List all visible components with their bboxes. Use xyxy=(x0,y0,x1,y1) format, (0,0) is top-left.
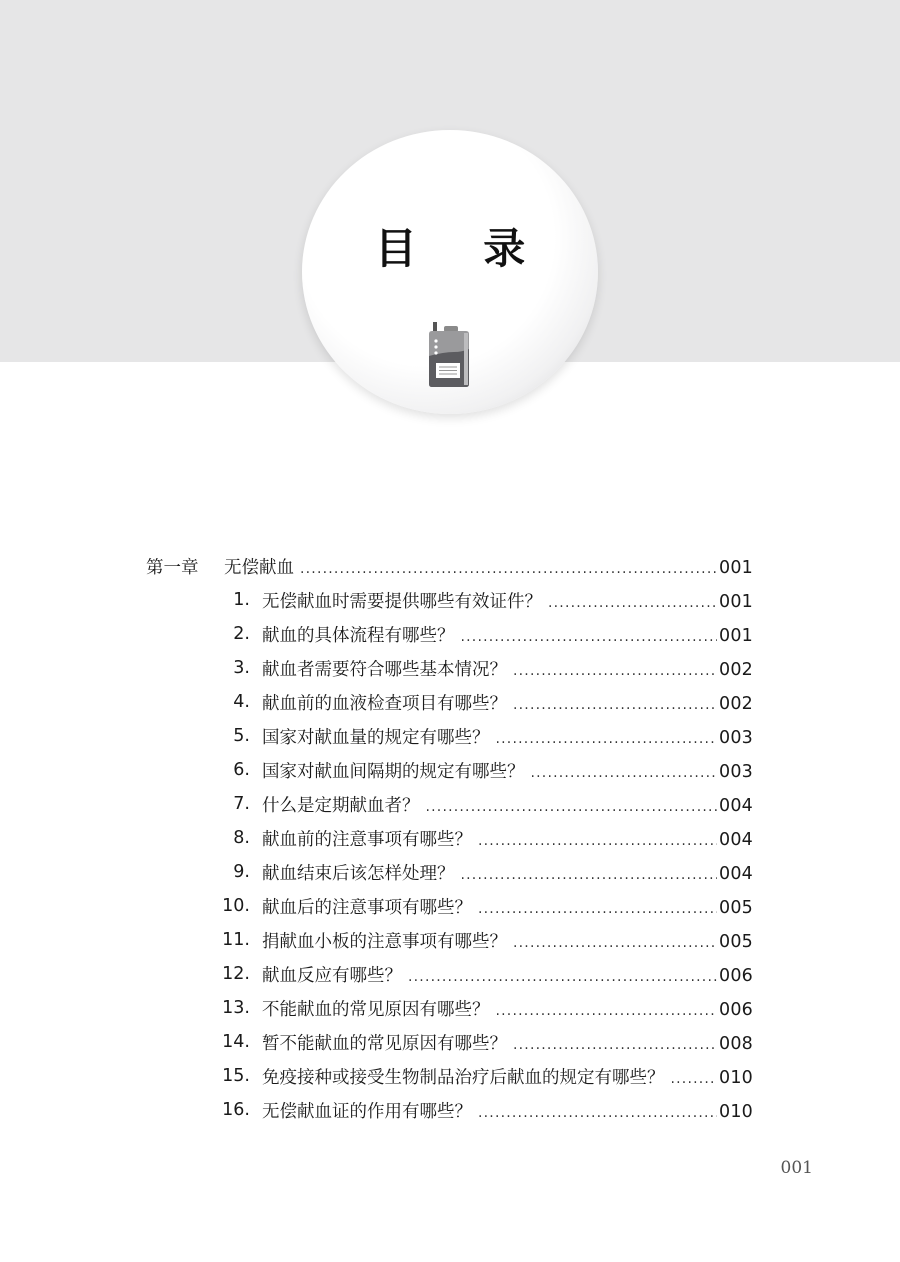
dot-leader xyxy=(531,765,717,781)
entry-title: 献血反应有哪些？ xyxy=(262,965,402,986)
toc-entry[interactable] xyxy=(0,821,900,855)
dot-leader xyxy=(513,1037,717,1053)
entry-number: 4. xyxy=(233,692,250,712)
entry-page: 003 xyxy=(718,727,753,748)
dot-leader xyxy=(496,1003,717,1019)
toc-entry[interactable] xyxy=(0,753,900,787)
toc-entry[interactable] xyxy=(0,685,900,719)
toc-entry[interactable] xyxy=(0,1059,900,1093)
toc-entry[interactable] xyxy=(0,583,900,617)
entry-title: 国家对献血间隔期的规定有哪些？ xyxy=(262,761,525,782)
entry-number: 13. xyxy=(222,998,250,1018)
entry-page: 004 xyxy=(718,863,753,884)
toc-entry[interactable] xyxy=(0,991,900,1025)
entry-page: 001 xyxy=(718,557,753,578)
toc-entry[interactable] xyxy=(0,651,900,685)
entry-page: 003 xyxy=(718,761,753,782)
entry-title: 免疫接种或接受生物制品治疗后献血的规定有哪些？ xyxy=(262,1067,665,1088)
entry-number: 10. xyxy=(222,896,250,916)
entry-title: 国家对献血量的规定有哪些？ xyxy=(262,727,490,748)
entry-title: 捐献血小板的注意事项有哪些？ xyxy=(262,931,507,952)
entry-page: 005 xyxy=(718,931,753,952)
toc-entry[interactable] xyxy=(0,855,900,889)
dot-leader xyxy=(548,595,717,611)
entry-page: 001 xyxy=(718,625,753,646)
entry-number: 3. xyxy=(233,658,250,678)
dot-leader xyxy=(426,799,717,815)
entry-title: 暂不能献血的常见原因有哪些？ xyxy=(262,1033,507,1054)
entry-page: 002 xyxy=(718,693,753,714)
entry-title: 不能献血的常见原因有哪些？ xyxy=(262,999,490,1020)
toc-entry[interactable] xyxy=(0,1093,900,1127)
entry-number: 12. xyxy=(222,964,250,984)
dot-leader xyxy=(408,969,717,985)
toc-entry[interactable] xyxy=(0,1025,900,1059)
entry-title: 无偿献血时需要提供哪些有效证件？ xyxy=(262,591,542,612)
entry-title: 献血后的注意事项有哪些？ xyxy=(262,897,472,918)
entry-number: 11. xyxy=(222,930,250,950)
entry-title: 献血前的注意事项有哪些？ xyxy=(262,829,472,850)
chapter-title: 无偿献血 xyxy=(224,557,294,578)
dot-leader xyxy=(496,731,717,747)
entry-number: 5. xyxy=(233,726,250,746)
dot-leader xyxy=(513,935,717,951)
toc-entry[interactable] xyxy=(0,617,900,651)
entry-title: 献血者需要符合哪些基本情况？ xyxy=(262,659,507,680)
entry-number: 15. xyxy=(222,1066,250,1086)
entry-page: 010 xyxy=(718,1067,753,1088)
entry-page: 006 xyxy=(718,965,753,986)
entry-number: 16. xyxy=(222,1100,250,1120)
entry-page: 008 xyxy=(718,1033,753,1054)
dot-leader xyxy=(671,1071,717,1087)
blood-bag-icon xyxy=(424,322,474,388)
entry-number: 2. xyxy=(233,624,250,644)
toc-entry[interactable] xyxy=(0,957,900,991)
entry-title: 献血的具体流程有哪些？ xyxy=(262,625,455,646)
toc-entry[interactable] xyxy=(0,923,900,957)
dot-leader xyxy=(478,1105,717,1121)
toc-entry[interactable] xyxy=(0,719,900,753)
entry-number: 14. xyxy=(222,1032,250,1052)
entry-page: 010 xyxy=(718,1101,753,1122)
entry-number: 1. xyxy=(233,590,250,610)
entry-page: 004 xyxy=(718,829,753,850)
dot-leader xyxy=(461,867,717,883)
entry-page: 001 xyxy=(718,591,753,612)
entry-number: 6. xyxy=(233,760,250,780)
entry-number: 7. xyxy=(233,794,250,814)
entry-number: 9. xyxy=(233,862,250,882)
entry-number: 8. xyxy=(233,828,250,848)
page-number: 001 xyxy=(780,1158,813,1178)
page-title: 目 录 xyxy=(374,224,552,273)
entry-page: 006 xyxy=(718,999,753,1020)
toc-entry[interactable] xyxy=(0,889,900,923)
entry-page: 004 xyxy=(718,795,753,816)
chapter-label: 第一章 xyxy=(146,557,199,578)
entry-title: 献血前的血液检查项目有哪些？ xyxy=(262,693,507,714)
entry-title: 什么是定期献血者？ xyxy=(262,795,420,816)
entry-title: 献血结束后该怎样处理？ xyxy=(262,863,455,884)
dot-leader xyxy=(461,629,717,645)
dot-leader xyxy=(300,561,717,577)
dot-leader xyxy=(478,901,717,917)
dot-leader xyxy=(513,697,717,713)
entry-page: 005 xyxy=(718,897,753,918)
toc-chapter-row[interactable] xyxy=(0,549,900,583)
dot-leader xyxy=(478,833,717,849)
entry-title: 无偿献血证的作用有哪些？ xyxy=(262,1101,472,1122)
entry-page: 002 xyxy=(718,659,753,680)
dot-leader xyxy=(513,663,717,679)
toc-entry[interactable] xyxy=(0,787,900,821)
